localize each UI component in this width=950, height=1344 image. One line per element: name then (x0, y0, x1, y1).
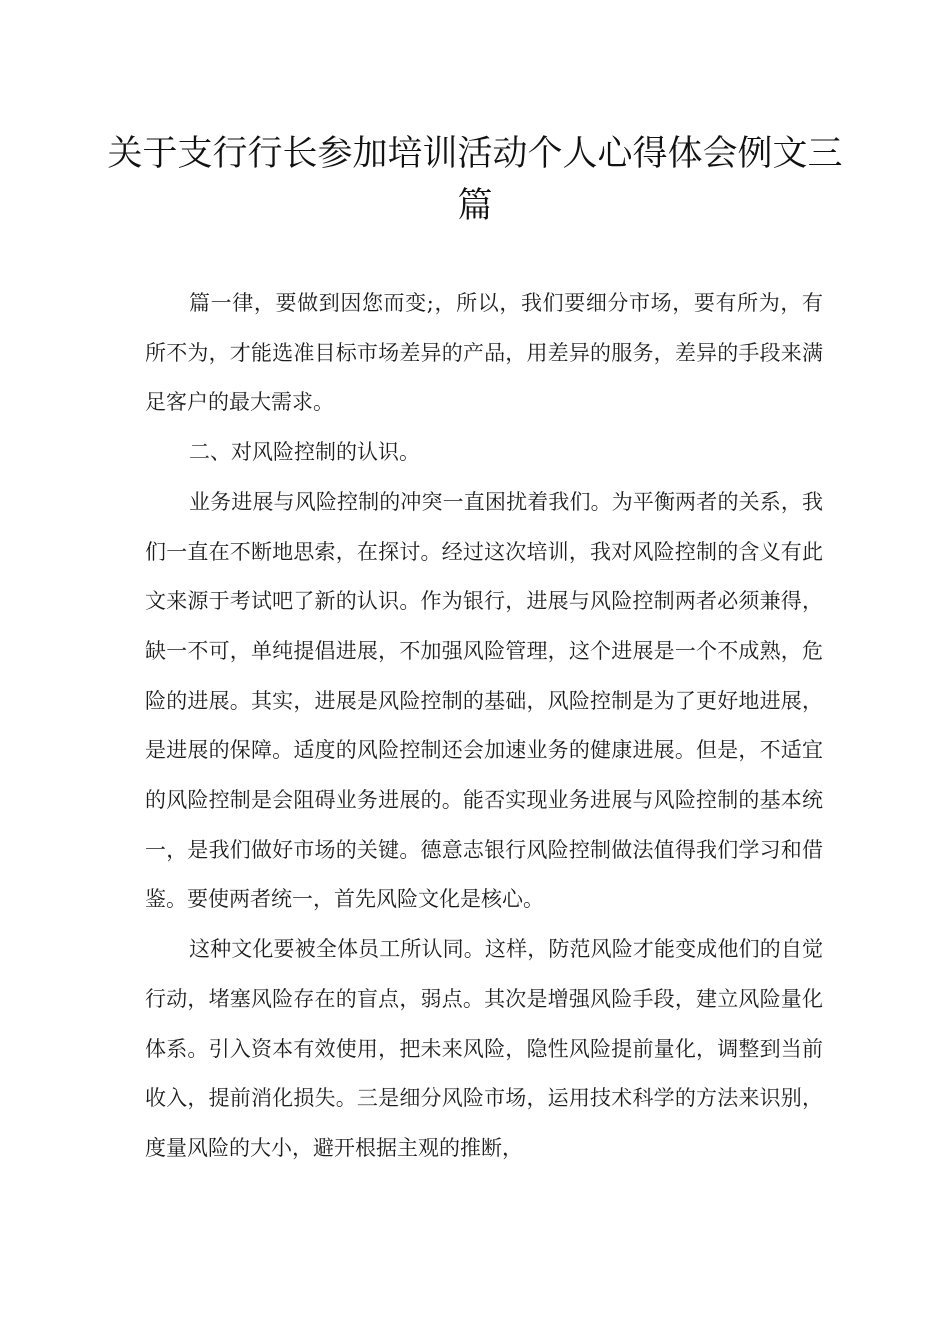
paragraph-3: 这种文化要被全体员工所认同。这样，防范风险才能变成他们的自觉行动，堵塞风险存在的盲点，弱点。其次是增强风险手段，建立风险量化体系。引入资本有效使用，把未来风险，隐性风险提前量化，调整到当前收入，提前消化损失。三是细分风险市场，运用技术科学的方法来识别，度量风险的大小，避开根据主观的推断， (145, 937, 823, 1160)
document-title: 关于支行行长参加培训活动个人心得体会例文三篇 (107, 134, 843, 226)
paragraph-2: 业务进展与风险控制的冲突一直困扰着我们。为平衡两者的关系，我们一直在不断地思索，在探讨。经过这次培训，我对风险控制的含义有此文来源于考试吧了新的认识。作为银行，进展与风险控制两者必须兼得，缺一不可，单纯提倡进展，不加强风险管理，这个进展是一个不成熟，危险的进展。其实，进展是风险控制的基础，风险控制是为了更好地进展，是进展的保障。适度的风险控制还会加速业务的健康进展。但是，不适宜的风险控制是会阻碍业务进展的。能否实现业务进展与风险控制的基本统一，是我们做好市场的关键。德意志银行风险控制做法值得我们学习和借鉴。要使两者统一，首先风险文化是核心。 (145, 489, 823, 912)
document-body (145, 279, 823, 1174)
section-heading-risk-control: 二、对风险控制的认识。 (189, 440, 420, 465)
paragraph-1: 篇一律，要做到因您而变;，所以，我们要细分市场，要有所为，有所不为，才能选准目标市场差异的产品，用差异的服务，差异的手段来满足客户的最大需求。 (145, 291, 823, 415)
